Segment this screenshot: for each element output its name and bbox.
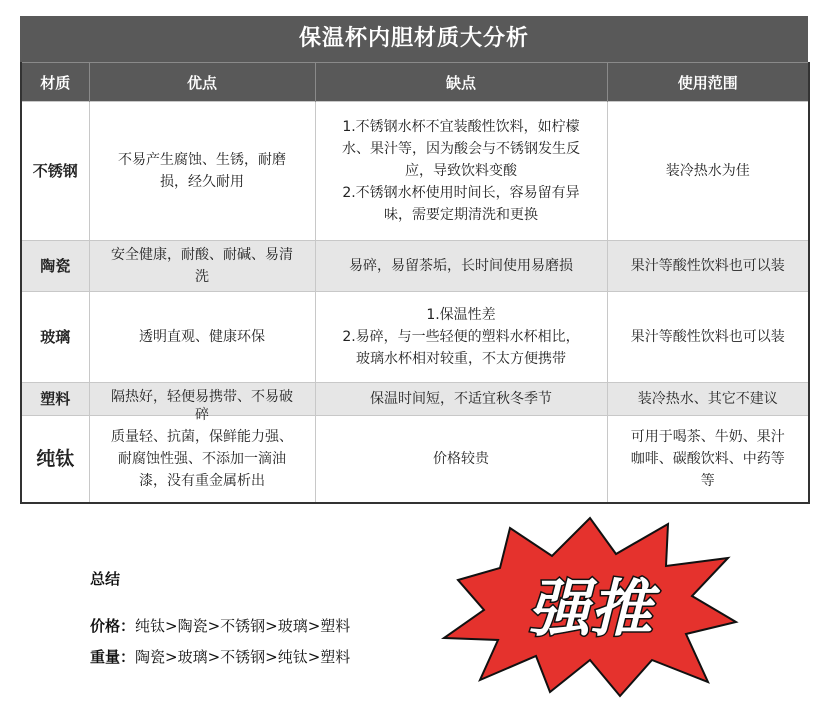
- cons-line: 1.保温性差: [426, 307, 496, 323]
- pros-cell: [89, 292, 315, 383]
- cons-cell: [315, 383, 607, 416]
- pros-cell: [89, 416, 315, 504]
- usage-cell: [607, 383, 809, 416]
- material-cell: 玻璃: [21, 292, 89, 383]
- cons-line: 水、果汁等，因为酸会与不锈钢发生反: [342, 141, 580, 157]
- header-material: 材质: [21, 63, 89, 102]
- summary-heading: 总结: [90, 570, 121, 588]
- usage-cell: [607, 102, 809, 241]
- summary-price-row: [90, 615, 350, 636]
- cons-cell: [315, 292, 607, 383]
- cons-line: 玻璃水杯相对较重，不太方便携带: [356, 351, 566, 367]
- cons-line: 易碎，易留茶垢，长时间使用易磨损: [349, 258, 573, 274]
- badge-text: 强推: [527, 572, 653, 645]
- header-cons: 缺点: [315, 63, 607, 102]
- pros-line: 隔热好，轻便易携带、不易破: [111, 388, 293, 405]
- usage-line: 等: [700, 473, 715, 489]
- table-row-plastic: [21, 383, 809, 416]
- price-value: 纯钛>陶瓷>不锈钢>玻璃>塑料: [135, 617, 351, 635]
- cons-line: 1.不锈钢水杯不宜装酸性饮料，如柠檬: [342, 119, 580, 135]
- weight-label: 重量：: [90, 648, 136, 666]
- usage-cell: [607, 292, 809, 383]
- table-row-ceramic: [21, 241, 809, 292]
- material-cell: 陶瓷: [21, 241, 89, 292]
- usage-line: 装冷热水、其它不建议: [637, 391, 778, 407]
- pros-line: 碎: [195, 406, 209, 423]
- header-usage: 使用范围: [607, 63, 809, 102]
- pros-line: 漆，没有重金属析出: [139, 473, 265, 489]
- cons-line: 价格较贵: [433, 451, 489, 467]
- cons-line: 2.易碎，与一些轻便的塑料水杯相比，: [342, 329, 580, 345]
- material-cell: 不锈钢: [21, 102, 89, 241]
- pros-clip: [96, 388, 309, 423]
- pros-line: 不易产生腐蚀、生锈，耐磨: [118, 152, 286, 168]
- cons-line: 2.不锈钢水杯使用时间长，容易留有异: [342, 185, 580, 201]
- pros-line: 透明直观、健康环保: [139, 329, 265, 345]
- material-cell: 塑料: [21, 383, 89, 416]
- cons-line: 味，需要定期清洗和更换: [384, 207, 538, 223]
- pros-cell: [89, 383, 315, 423]
- price-label: 价格：: [90, 617, 136, 635]
- summary-weight-row: [90, 646, 350, 667]
- table-row-glass: [21, 292, 809, 383]
- pros-line: 损，经久耐用: [160, 174, 244, 190]
- comparison-table-container: [20, 16, 808, 504]
- pros-line: 洗: [195, 269, 209, 285]
- table-row-titanium: [21, 416, 809, 504]
- usage-cell: [607, 241, 809, 292]
- usage-line: 咖啡、碳酸饮料、中药等: [630, 451, 785, 467]
- cons-line: 保温时间短，不适宜秋冬季节: [370, 391, 552, 407]
- table-row-stainless-steel: [21, 102, 809, 241]
- pros-cell: [89, 102, 315, 241]
- material-cell: 纯钛: [21, 416, 89, 504]
- header-pros: 优点: [89, 63, 315, 102]
- table-header-row: [21, 63, 809, 102]
- pros-line: 安全健康，耐酸、耐碱、易清: [111, 247, 293, 263]
- pros-cell: [89, 241, 315, 292]
- summary-section: [90, 568, 350, 677]
- table-title: 保温杯内胆材质大分析: [20, 16, 808, 62]
- comparison-table: [20, 62, 810, 504]
- usage-line: 果汁等酸性饮料也可以装: [630, 258, 785, 274]
- cons-cell: [315, 102, 607, 241]
- usage-line: 果汁等酸性饮料也可以装: [630, 329, 785, 345]
- usage-line: 可用于喝茶、牛奶、果汁: [630, 429, 785, 445]
- usage-line: 装冷热水为佳: [665, 163, 750, 179]
- cons-line: 应，导致饮料变酸: [405, 163, 517, 179]
- pros-line: 质量轻、抗菌，保鲜能力强、: [111, 429, 293, 445]
- weight-value: 陶瓷>玻璃>不锈钢>纯钛>塑料: [135, 648, 351, 666]
- pros-line: 耐腐蚀性强、不添加一滴油: [118, 451, 286, 467]
- cons-cell: [315, 241, 607, 292]
- recommend-badge: [440, 510, 740, 700]
- cons-cell: [315, 416, 607, 504]
- usage-cell: [607, 416, 809, 504]
